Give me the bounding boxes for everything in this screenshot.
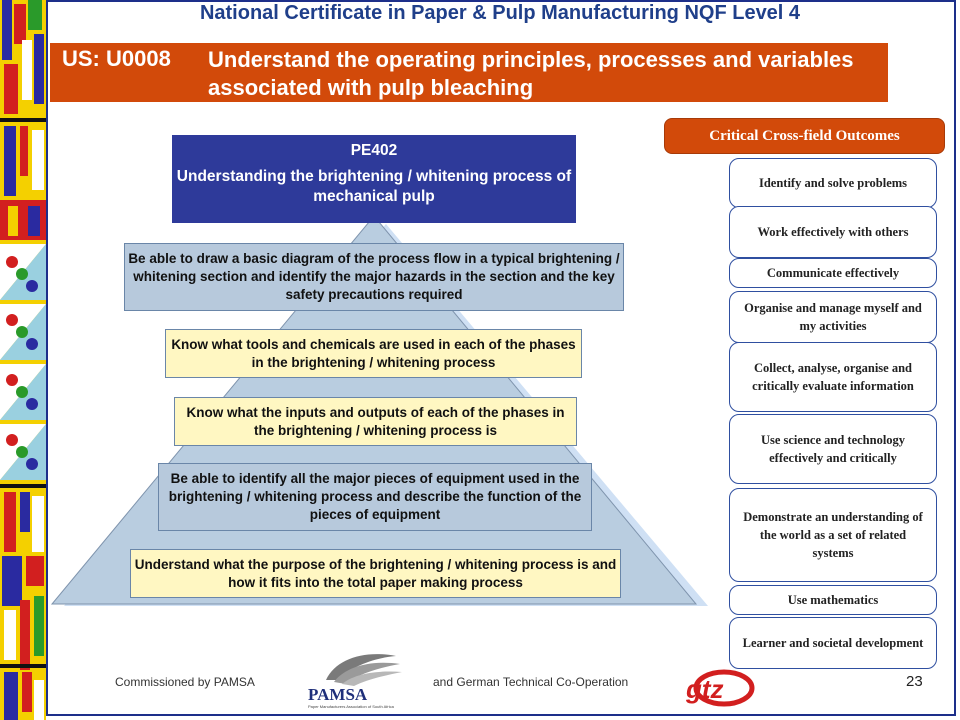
pyramid-level-4: Be able to identify all the major pieces of equipment used in the brightening / whitening process and describe the function of the pieces of equipment — [158, 463, 592, 531]
pamsa-logo-text: PAMSA — [308, 685, 368, 704]
ccfo-header: Critical Cross-field Outcomes — [664, 118, 945, 154]
pyramid-level-3: Know what the inputs and outputs of each of the phases in the brightening / whitening process is — [174, 397, 577, 446]
pyramid-level-2: Know what tools and chemicals are used in each of the phases in the brightening / whitening process — [165, 329, 582, 378]
ccfo-item-learner-development: Learner and societal development — [729, 617, 937, 669]
ccfo-item-organise: Organise and manage myself and my activities — [729, 291, 937, 343]
ccfo-item-communicate: Communicate effectively — [729, 258, 937, 288]
gtz-logo-text: gtz — [686, 674, 724, 704]
module-code: PE402 — [350, 142, 398, 159]
page-number: 23 — [906, 673, 923, 690]
pyramid-level-1: Be able to draw a basic diagram of the process flow in a typical brightening / whitening section and identify the major hazards in the section and the key safety precautions required — [124, 243, 624, 311]
unit-standard-description: Understand the operating principles, processes and variables associated with pulp bleaching — [208, 47, 854, 100]
ccfo-item-collect-analyse: Collect, analyse, organise and critically evaluate information — [729, 342, 937, 412]
pamsa-logo — [296, 646, 422, 712]
commissioned-text: Commissioned by PAMSA — [115, 675, 255, 689]
page-title: National Certificate in Paper & Pulp Manufacturing NQF Level 4 — [199, 2, 801, 24]
gtz-logo — [676, 667, 760, 709]
pamsa-logo-subtext: Paper Manufacturers Association of South Africa — [308, 704, 394, 709]
pyramid-level-5: Understand what the purpose of the brightening / whitening process is and how it fits into the total paper making process — [130, 549, 621, 598]
module-title: Understanding the brightening / whitening process of mechanical pulp — [176, 168, 572, 205]
module-box — [172, 135, 576, 223]
ccfo-item-work-with-others: Work effectively with others — [729, 206, 937, 258]
ccfo-item-mathematics: Use mathematics — [729, 585, 937, 615]
ccfo-item-science-technology: Use science and technology effectively and critically — [729, 414, 937, 484]
unit-standard-code: US: U0008 — [62, 46, 171, 71]
ccfo-item-identify-solve: Identify and solve problems — [729, 158, 937, 208]
ccfo-item-world-systems: Demonstrate an understanding of the world as a set of related systems — [729, 488, 937, 582]
cooperation-text: and German Technical Co-Operation — [433, 675, 629, 689]
